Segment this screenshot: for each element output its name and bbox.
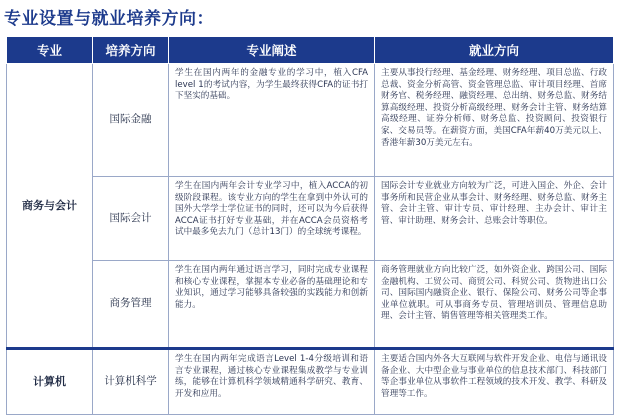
direction-business-management: 商务管理 bbox=[93, 261, 169, 349]
major-business-accounting: 商务与会计 bbox=[7, 64, 93, 349]
employment-international-finance: 主要从事投行经理、基金经理、财务经理、项目总监、行政总裁、资金分析高管、资金管理总监、审计项目经理、首席财务官、税务经理、融资经理、总出纳、财务总监、财务结算高级经理、投资分析高级经理、财务会计主管、财务结算高级经理、证券分析师、财务总监、投资顾问、投资银行家、交易员等。在薪资方面，美国CFA年薪40万美元以上、香港年薪30万美元左右。 bbox=[375, 64, 614, 177]
table-header-row bbox=[7, 37, 614, 64]
majors-table bbox=[6, 36, 614, 415]
table-row bbox=[7, 177, 614, 261]
direction-international-finance: 国际金融 bbox=[93, 64, 169, 177]
page-title: 专业设置与就业培养方向： bbox=[4, 9, 214, 29]
table-row bbox=[7, 349, 614, 415]
table-row bbox=[7, 261, 614, 349]
major-computer: 计算机 bbox=[7, 349, 93, 415]
header-major: 专业 bbox=[7, 37, 93, 64]
employment-international-accounting: 国际会计专业就业方向较为广泛，可进入国企、外企、会计事务所和民营企业从事会计、财务经理、财务总监、财务主管、会计主管、审计专员、审计经理、主办会计、审计主管、审计助理、财务会计、总账会计等职位。 bbox=[375, 177, 614, 261]
employment-business-management: 商务管理就业方向比较广泛，如外资企业、跨国公司、国际金融机构、工贸公司、商贸公司、科贸公司、货物进出口公司、国际国内融资企业、银行、保险公司、财务公司等企事业单位就职。可从事商务专员、管理培训员、管理信息助理、会计主管、销售管理等相关管理类工作。 bbox=[375, 261, 614, 349]
header-employment: 就业方向 bbox=[375, 37, 614, 64]
description-international-finance: 学生在国内两年的金融专业的学习中，植入CFA level 1的考试内容，为学生最终获得CFA的证书打下坚实的基础。 bbox=[169, 64, 375, 177]
table-row bbox=[7, 64, 614, 177]
header-direction: 培养方向 bbox=[93, 37, 169, 64]
employment-computer-science: 主要适合国内外各大互联网与软件开发企业、电信与通讯设备企业、大中型企业与事业单位的信息技术部门、科技部门等企事业单位从事软件工程领域的技术开发、教学、科研及管理等工作。 bbox=[375, 349, 614, 415]
direction-international-accounting: 国际会计 bbox=[93, 177, 169, 261]
description-international-accounting: 学生在国内两年会计专业学习中，植入ACCA的初级阶段课程。该专业方向的学生在拿到中外认可的国外大学学士学位证书的同时，还可以为今后获得ACCA证书打好专业基础，并在ACCA会员资格考试中最多免去九门（总计13门）的全球统考课程。 bbox=[169, 177, 375, 261]
description-business-management: 学生在国内两年通过语言学习，同时完成专业课程和核心专业课程，掌握本专业必备的基础理论和专业知识，通过学习能够具备较强的实践能力和创新能力。 bbox=[169, 261, 375, 349]
direction-computer-science: 计算机科学 bbox=[93, 349, 169, 415]
description-computer-science: 学生在国内两年完成语言Level 1-4分级培训和语言专业课程，通过核心专业课程集成教学与专业训练，能够在计算机科学领域精通科学研究、教育、开发和应用。 bbox=[169, 349, 375, 415]
header-description: 专业阐述 bbox=[169, 37, 375, 64]
